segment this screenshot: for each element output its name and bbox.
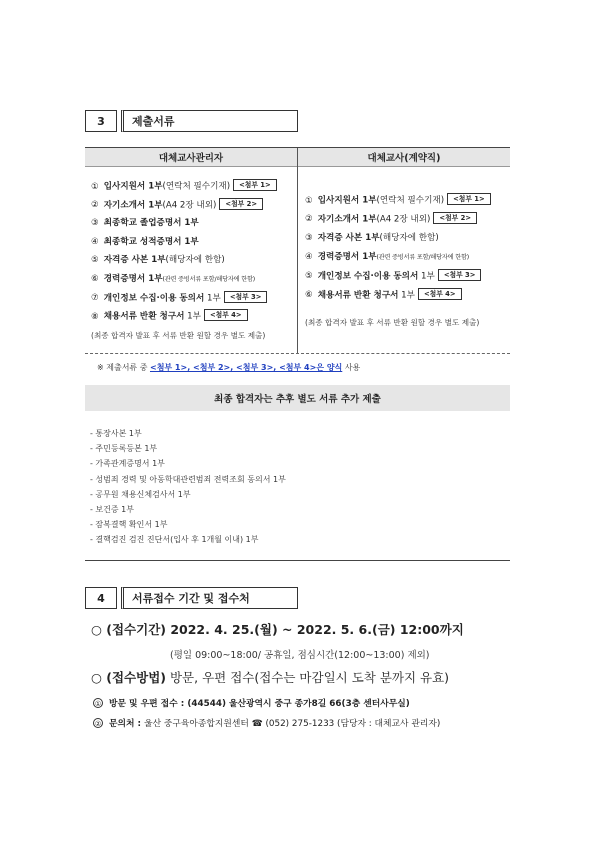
item-number: ③ [91,218,99,229]
document-item [91,199,263,212]
column-divider [297,148,298,353]
item-title: 최종학교 졸업증명서 1부 [103,218,199,229]
item-title: 자기소개서 1부 [317,214,377,225]
receipt-period: ○ (접수기간) 2022. 4. 25.(월) ~ 2022. 5. 6.(금) 12:00까지 [91,622,464,637]
item-detail: 1부 [184,311,201,322]
receipt-method-label: ○ (접수방법) [91,670,166,685]
item-title: 경력증명서 1부 [103,274,163,284]
document-item [91,254,225,266]
document-item [305,270,481,283]
item-detail: (해당자에 한함) [165,255,225,266]
left-return-note: (최종 합격자 발표 후 서류 반환 원할 경우 별도 제출) [91,331,266,340]
attachment-tag: <첨부 1> [233,179,277,191]
receipt-method [91,668,449,686]
item-title: 개인정보 수집·이용 동의서 [317,271,419,282]
attachment-tag: <첨부 1> [447,193,491,205]
item-number: ④ [305,251,313,262]
item-number: ⑤ [91,255,99,266]
document-item [91,310,248,323]
additional-docs-banner: 최종 합격자는 추후 별도 서류 추가 제출 [85,385,510,411]
attachment-tag: <첨부 2> [219,198,263,210]
item-detail: (연락처 필수기재) [162,181,231,192]
item-detail: 1부 [418,271,435,282]
number-badge: ① [94,699,102,708]
item-number: ④ [91,236,99,247]
contact-label: 문의처 : [109,719,145,729]
document-item [305,232,439,244]
footnote-prefix: ※ 제출서류 중 [97,363,150,372]
document-item [91,217,199,229]
item-number: ① [91,181,99,192]
section-title: 서류접수 기간 및 접수처 [121,587,298,609]
contact-line [93,716,440,729]
item-number: ⑥ [91,274,99,284]
document-item [91,292,267,305]
document-item [91,273,255,286]
item-detail: (A4 2장 내외) [376,214,431,225]
additional-doc-item: - 잠복결핵 확인서 1부 [90,520,168,530]
item-number: ⑥ [305,290,313,300]
item-detail: 1부 [398,290,415,300]
column-header-manager: 대체교사관리자 [85,148,297,166]
item-detail: (관련 증빙서류 포함/해당자에 한함) [162,276,255,283]
attachment-tag: <첨부 3> [438,269,482,281]
section-number: 3 [85,110,117,132]
item-detail: (A4 2장 내외) [162,200,217,211]
item-number: ② [305,214,313,225]
item-title: 경력증명서 1부 [317,251,377,262]
item-title: 개인정보 수집·이용 동의서 [103,293,205,304]
item-title: 최종학교 성적증명서 1부 [103,236,199,247]
attachment-tag: <첨부 3> [224,291,268,303]
document-item [305,194,491,207]
item-detail: (해당자에 한함) [379,232,439,243]
additional-doc-item: - 주민등록등본 1부 [90,444,158,454]
item-detail: 1부 [204,293,221,304]
item-number: ⑦ [91,293,99,304]
additional-doc-item: - 성범죄 경력 및 아동학대관련범죄 전력조회 동의서 1부 [90,474,286,484]
item-detail: (관련 증빙서류 포함/해당자에 한함) [376,253,469,261]
document-item [305,251,469,264]
number-badge: ② [94,719,102,728]
right-return-note: (최종 합격자 발표 후 서류 반환 원할 경우 별도 제출) [305,318,480,327]
document-item [305,213,477,226]
footnote-highlight: <첨부 1>, <첨부 2>, <첨부 3>, <첨부 4>은 양식 [149,363,343,372]
section-bottom-border [85,560,510,561]
attachment-tag: <첨부 2> [433,212,477,224]
item-number: ② [91,200,99,211]
section-number: 4 [85,587,117,609]
item-title: 채용서류 반환 청구서 [103,311,185,322]
document-item [305,289,462,302]
address-line [93,696,410,709]
contact-text: 울산 중구육아종합지원센터 ☎ (052) 275-1233 (담당자 : 대체교사 관리자) [144,719,441,729]
column-header-contract: 대체교사(계약직) [298,148,510,166]
item-title: 입사지원서 1부 [317,195,377,206]
additional-doc-item: - 공무원 채용신체검사서 1부 [90,489,191,499]
additional-doc-item: - 결핵검진 검진 진단서(입사 후 1개월 이내) 1부 [90,535,259,545]
attachment-tag: <첨부 4> [418,288,462,300]
item-title: 자기소개서 1부 [103,200,163,211]
item-title: 입사지원서 1부 [103,181,163,192]
additional-doc-item: - 통장사본 1부 [90,429,142,438]
item-number: ⑧ [91,311,99,322]
document-item [91,180,277,193]
footnote-suffix: 사용 [342,363,361,372]
section-title: 제출서류 [121,110,298,132]
document-item [91,236,199,248]
item-detail: (연락처 필수기재) [376,195,445,206]
attachment-tag: <첨부 4> [204,309,248,321]
receipt-period-note: (평일 09:00~18:00/ 공휴일, 점심시간(12:00~13:00) 제외) [170,650,430,661]
item-title: 자격증 사본 1부 [317,232,380,243]
additional-doc-item: - 보건증 1부 [90,505,134,514]
receipt-method-text: 방문, 우편 접수(접수는 마감일시 도착 분까지 유효) [166,670,450,685]
dashed-divider [85,353,510,354]
item-number: ① [305,195,313,206]
additional-doc-item: - 가족관계증명서 1부 [90,459,165,469]
item-title: 자격증 사본 1부 [103,255,166,266]
item-number: ⑤ [305,271,313,282]
item-title: 채용서류 반환 청구서 [317,290,399,300]
item-number: ③ [305,232,313,243]
address-text: 방문 및 우편 접수 : (44544) 울산광역시 중구 종가8길 66(3층 센터사무실) [109,699,410,709]
attachment-footnote [97,362,360,373]
